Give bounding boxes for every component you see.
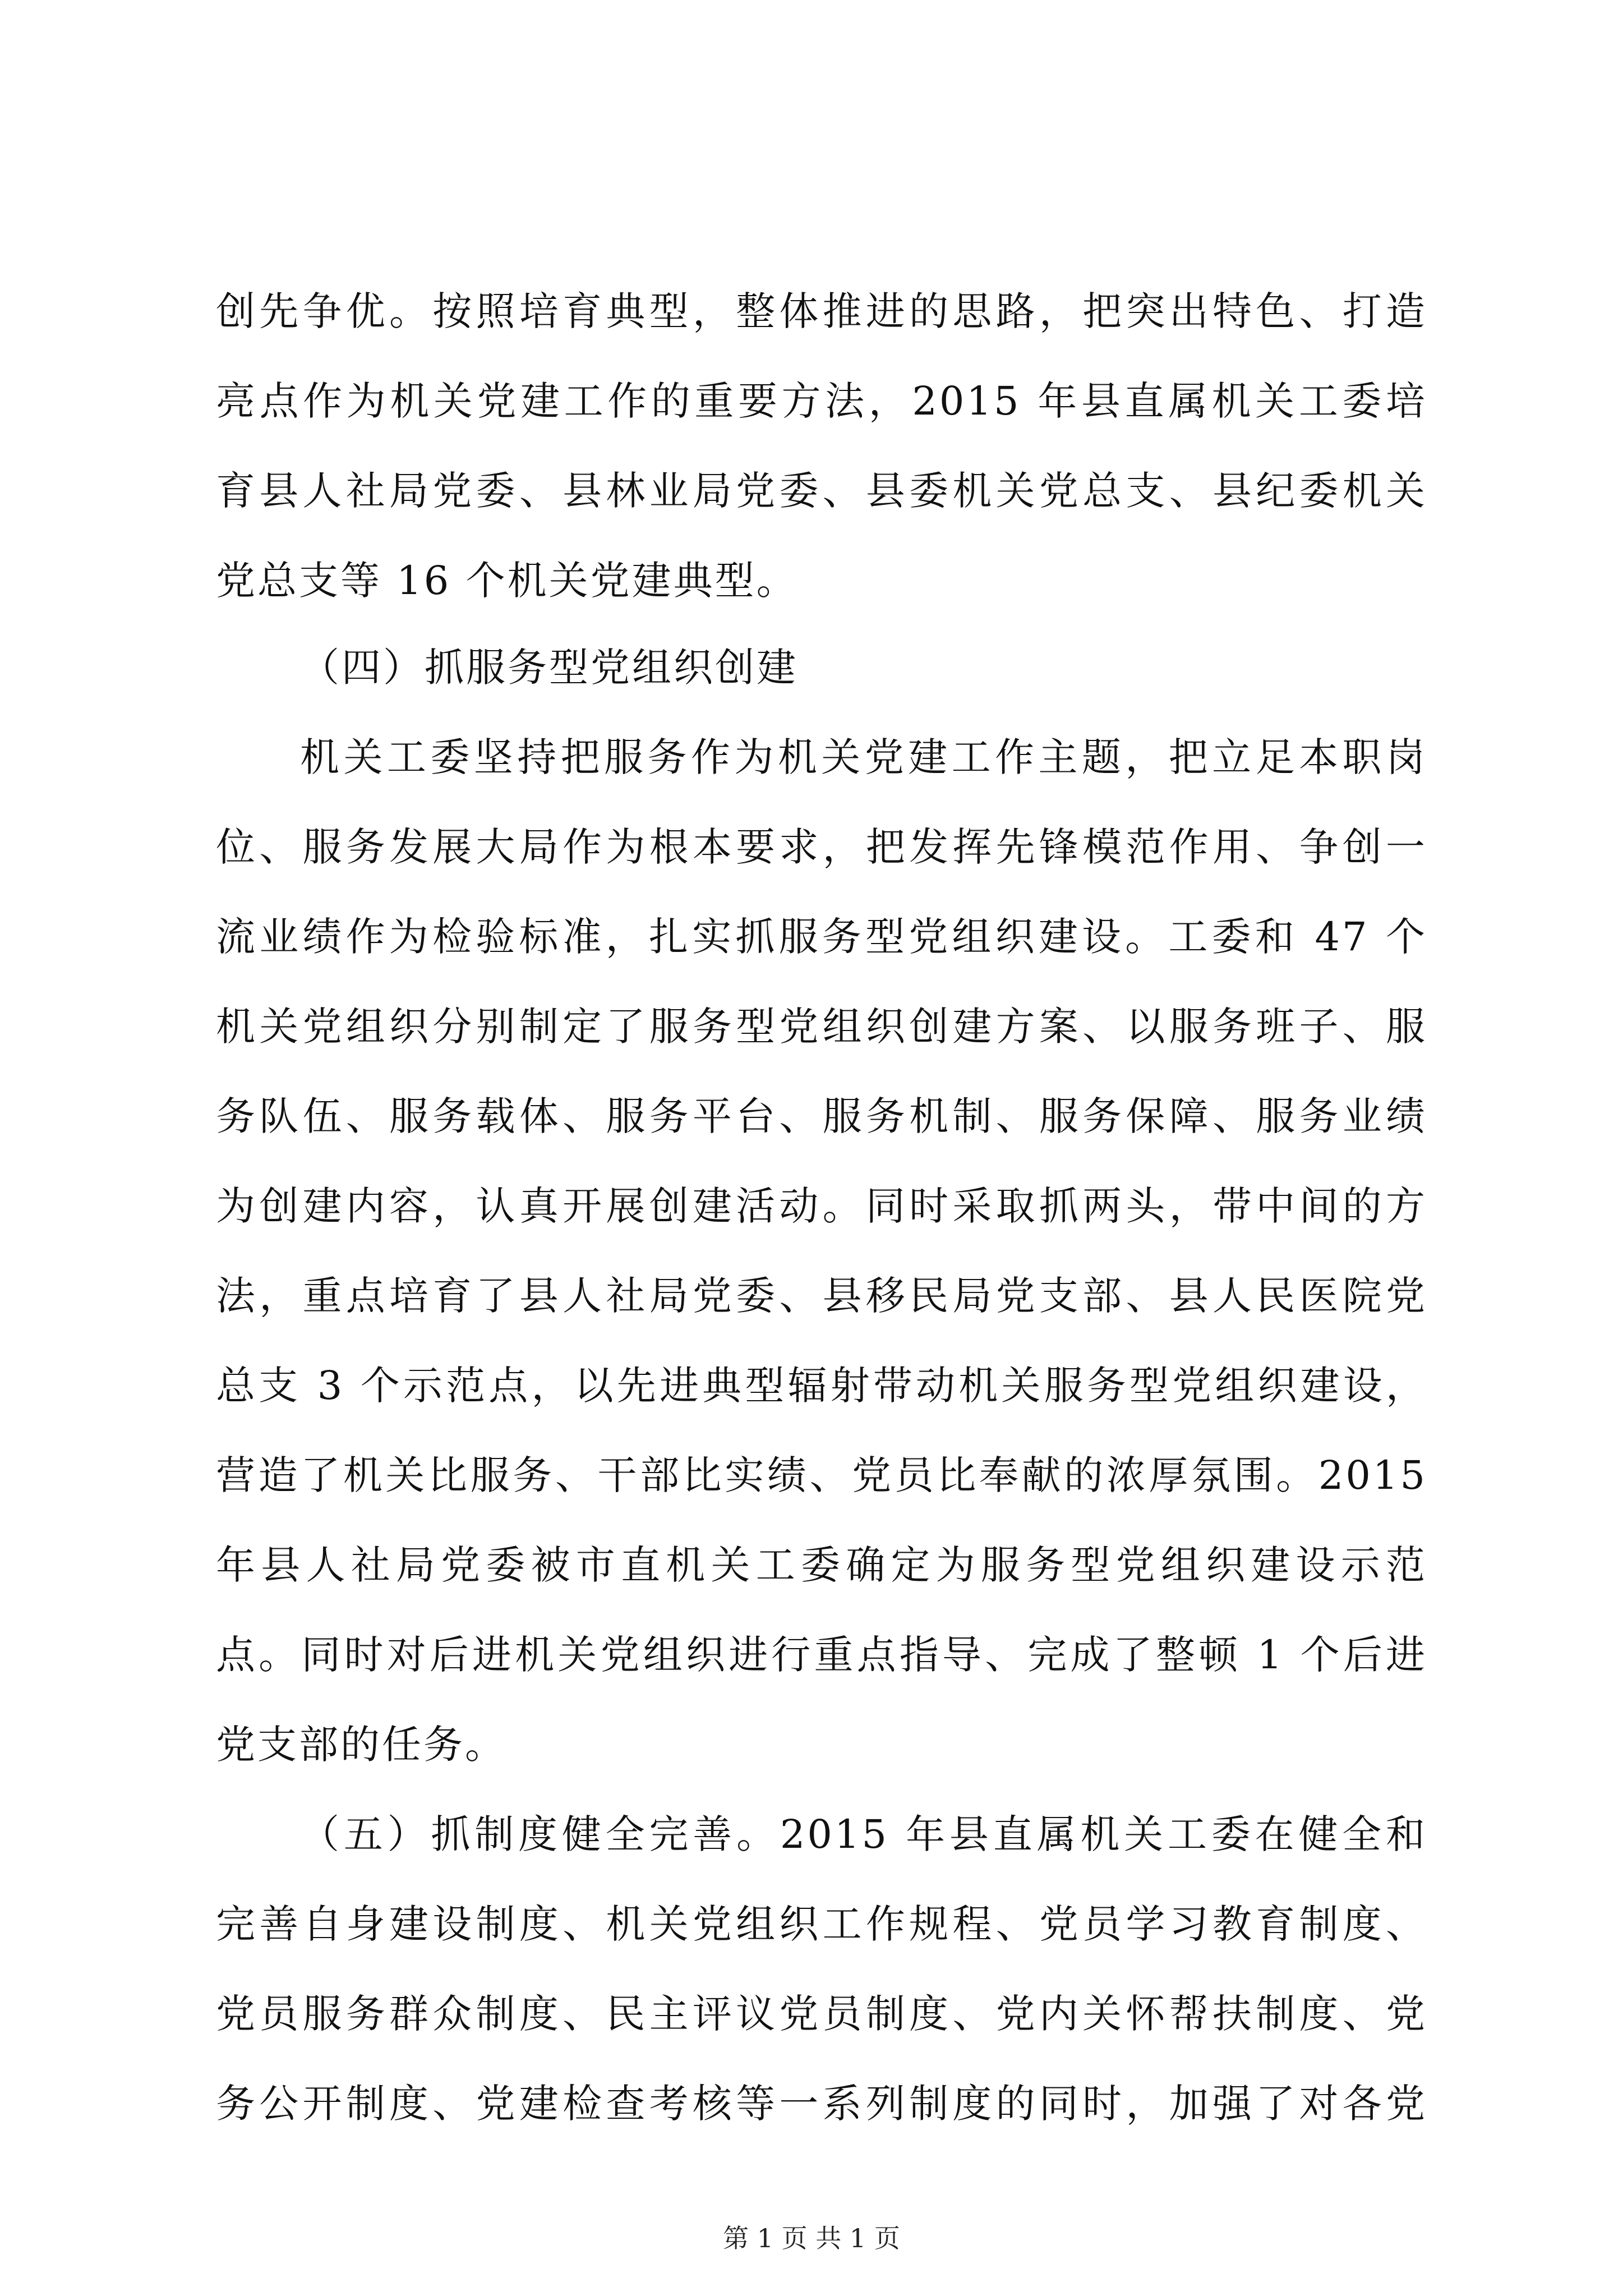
text-line: 营造了机关比服务、干部比实绩、党员比奉献的浓厚氛围。2015: [216, 1452, 1427, 1498]
text-line: 位、服务发展大局作为根本要求，把发挥先锋模范作用、争创一: [216, 824, 1427, 870]
text-line: 完善自身建设制度、机关党组织工作规程、党员学习教育制度、: [216, 1901, 1427, 1947]
text-line: 流业绩作为检验标准，扎实抓服务型党组织建设。工委和 47 个: [216, 914, 1427, 960]
text-line: 务队伍、服务载体、服务平台、服务机制、服务保障、服务业绩: [216, 1093, 1427, 1139]
text-line: 年县人社局党委被市直机关工委确定为服务型党组织建设示范: [216, 1542, 1427, 1588]
text-line: 务公开制度、党建检查考核等一系列制度的同时，加强了对各党: [216, 2081, 1427, 2127]
page-footer: 第 1 页 共 1 页: [723, 2223, 900, 2253]
text-line: 为创建内容，认真开展创建活动。同时采取抓两头，带中间的方: [216, 1183, 1427, 1229]
text-line: 机关党组织分别制定了服务型党组织创建方案、以服务班子、服: [216, 1004, 1427, 1050]
text-line: 育县人社局党委、县林业局党委、县委机关党总支、县纪委机关: [216, 468, 1427, 514]
text-line: 党支部的任务。: [216, 1722, 506, 1768]
text-line: 党总支等 16 个机关党建典型。: [216, 558, 798, 604]
text-line: 点。同时对后进机关党组织进行重点指导、完成了整顿 1 个后进: [216, 1632, 1427, 1678]
text-line: 机关工委坚持把服务作为机关党建工作主题，把立足本职岗: [300, 734, 1427, 780]
text-line: 亮点作为机关党建工作的重要方法，2015 年县直属机关工委培: [216, 378, 1427, 424]
text-line: 创先争优。按照培育典型，整体推进的思路，把突出特色、打造: [216, 288, 1427, 334]
section-paragraph-start: （五）抓制度健全完善。2015 年县直属机关工委在健全和: [300, 1811, 1427, 1857]
text-line: 党员服务群众制度、民主评议党员制度、党内关怀帮扶制度、党: [216, 1991, 1427, 2037]
text-line: 总支 3 个示范点，以先进典型辐射带动机关服务型党组织建设，: [216, 1363, 1427, 1409]
section-heading: （四）抓服务型党组织创建: [300, 645, 798, 691]
text-line: 法，重点培育了县人社局党委、县移民局党支部、县人民医院党: [216, 1273, 1427, 1319]
